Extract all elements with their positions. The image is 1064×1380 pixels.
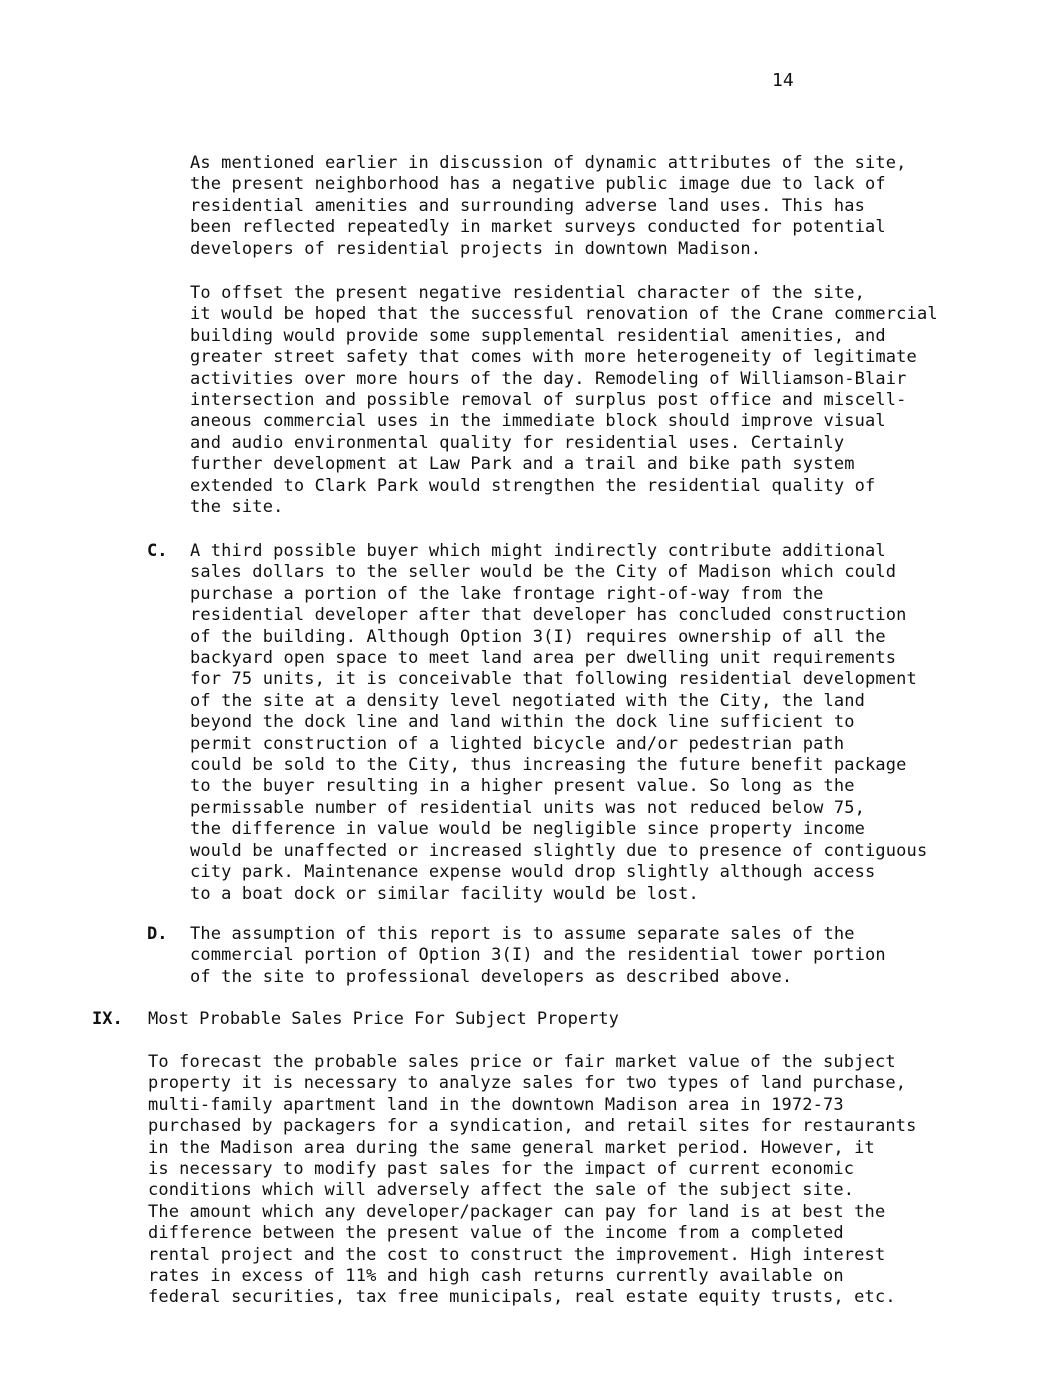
text-line: intersection and possible removal of surplus post office and miscell- <box>190 390 907 411</box>
text-line: purchased by packagers for a syndication, and retail sites for restaurants <box>148 1116 917 1137</box>
paragraph-offset-character <box>190 283 938 518</box>
text-line: to the buyer resulting in a higher present value. So long as the <box>190 776 855 797</box>
text-line: rates in excess of 11% and high cash returns currently available on <box>148 1266 844 1287</box>
text-line: federal securities, tax free municipals, real estate equity trusts, etc. <box>148 1287 896 1308</box>
text-line: aneous commercial uses in the immediate block should improve visual <box>190 411 886 432</box>
text-line: rental project and the cost to construct the improvement. High interest <box>148 1244 886 1265</box>
section-ix-paragraph <box>148 1052 916 1309</box>
text-line: A third possible buyer which might indirectly contribute additional <box>190 541 886 561</box>
text-line: in the Madison area during the same general market period. However, it <box>148 1137 875 1158</box>
text-line: it would be hoped that the successful renovation of the Crane commercial <box>190 304 938 325</box>
text-line: the site. <box>190 497 284 518</box>
text-line: of the site at a density level negotiated with the City, the land <box>190 690 866 711</box>
text-line: for 75 units, it is conceivable that following residential development <box>190 669 917 690</box>
item-d-paragraph <box>190 924 886 988</box>
text-line: city park. Maintenance expense would drop slightly although access <box>190 862 876 883</box>
text-line: sales dollars to the seller would be the City of Madison which could <box>190 562 897 583</box>
text-line: developers of residential projects in downtown Madison. <box>190 238 762 259</box>
paragraph-negative-image <box>190 153 907 260</box>
page-number: 14 <box>772 70 794 91</box>
text-line: could be sold to the City, thus increasing the future benefit package <box>190 755 907 776</box>
text-line: purchase a portion of the lake frontage right-of-way from the <box>190 583 824 604</box>
text-line: backyard open space to meet land area per dwelling unit requirements <box>190 648 897 669</box>
text-line: difference between the present value of the income from a completed <box>148 1223 844 1244</box>
text-line: residential developer after that developer has concluded construction <box>190 605 907 626</box>
text-line: activities over more hours of the day. Remodeling of Williamson-Blair <box>190 368 907 389</box>
text-line: of the site to professional developers as described above. <box>190 966 793 987</box>
text-line: As mentioned earlier in discussion of dynamic attributes of the site, <box>190 153 907 173</box>
text-line: beyond the dock line and land within the dock line sufficient to <box>190 712 855 733</box>
text-line: is necessary to modify past sales for the impact of current economic <box>148 1159 855 1180</box>
text-line: permissable number of residential units was not reduced below 75, <box>190 797 866 818</box>
text-line: commercial portion of Option 3(I) and the residential tower portion <box>190 945 886 966</box>
text-line: residential amenities and surrounding adverse land uses. This has <box>190 195 866 216</box>
text-line: The assumption of this report is to assume separate sales of the <box>190 924 855 944</box>
text-line: the present neighborhood has a negative public image due to lack of <box>190 174 886 195</box>
text-line: and audio environmental quality for residential uses. Certainly <box>190 432 845 453</box>
item-d-marker: D. <box>147 924 168 944</box>
text-line: the difference in value would be negligible since property income <box>190 819 866 840</box>
text-line: permit construction of a lighted bicycle and/or pedestrian path <box>190 733 845 754</box>
text-line: The amount which any developer/packager can pay for land is at best the <box>148 1201 886 1222</box>
text-line: to a boat dock or similar facility would be lost. <box>190 883 699 904</box>
text-line: greater street safety that comes with more heterogeneity of legitimate <box>190 347 917 368</box>
section-ix-marker: IX. <box>92 1009 123 1029</box>
text-line: extended to Clark Park would strengthen the residential quality of <box>190 475 876 496</box>
item-c-paragraph <box>190 541 927 905</box>
section-ix-heading: Most Probable Sales Price For Subject Property <box>148 1009 619 1029</box>
text-line: conditions which will adversely affect the sale of the subject site. <box>148 1180 855 1201</box>
text-line: building would provide some supplemental residential amenities, and <box>190 325 886 346</box>
text-line: been reflected repeatedly in market surveys conducted for potential <box>190 217 886 238</box>
text-line: property it is necessary to analyze sales for two types of land purchase, <box>148 1073 907 1094</box>
text-line: further development at Law Park and a trail and bike path system <box>190 454 855 475</box>
text-line: multi-family apartment land in the downtown Madison area in 1972-73 <box>148 1094 844 1115</box>
text-line: of the building. Although Option 3(I) requires ownership of all the <box>190 626 886 647</box>
text-line: To offset the present negative residential character of the site, <box>190 283 866 303</box>
text-line: would be unaffected or increased slightly due to presence of contiguous <box>190 840 928 861</box>
text-line: To forecast the probable sales price or fair market value of the subject <box>148 1052 896 1072</box>
item-c-marker: C. <box>147 541 168 561</box>
